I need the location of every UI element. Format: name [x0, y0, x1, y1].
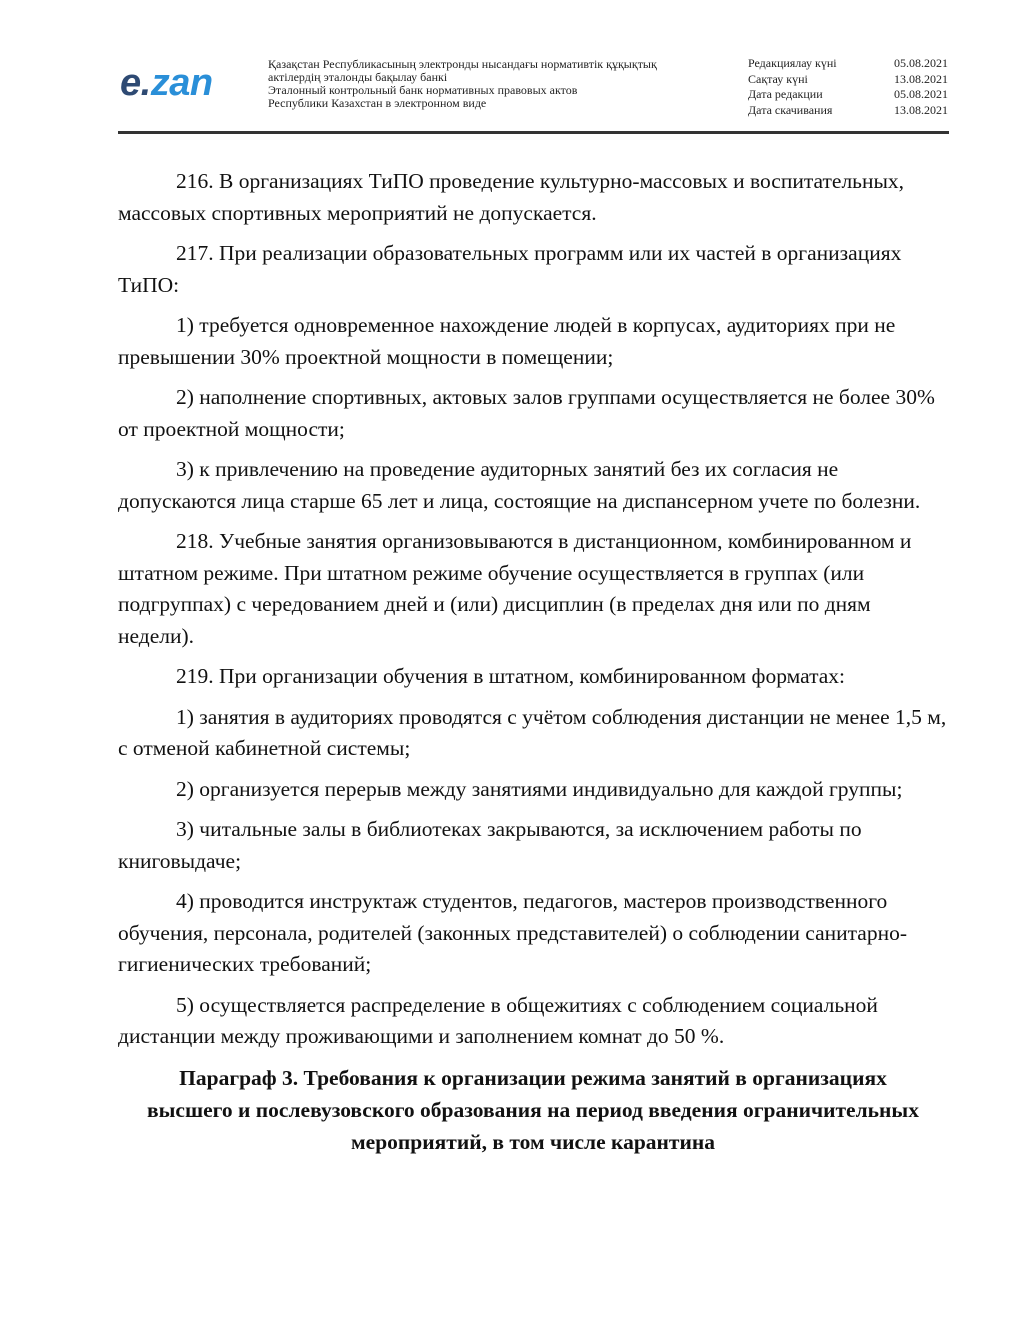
- paragraph: 3) к привлечению на проведение аудиторных занятий без их согласия не допускаются лица старше 65 лет и лица, состоящие на диспансерном учете по болезни.: [118, 457, 921, 513]
- meta-value: 05.08.2021: [894, 56, 948, 70]
- meta-value: 13.08.2021: [894, 102, 948, 117]
- header-line: Қазақстан Республикасының электронды нысандағы нормативтік құқықтық: [268, 57, 657, 71]
- ezan-logo[interactable]: [120, 58, 213, 108]
- paragraph: 217. При реализации образовательных программ или их частей в организациях ТиПО:: [118, 241, 902, 297]
- meta-label: Дата скачивания: [748, 102, 833, 117]
- paragraph: 2) организуется перерыв между занятиями индивидуально для каждой группы;: [176, 776, 903, 801]
- meta-value: 05.08.2021: [894, 87, 948, 101]
- logo-dot: .: [140, 62, 151, 104]
- meta-row: [748, 103, 948, 119]
- logo-part-e: e: [120, 62, 141, 104]
- header-description: [268, 58, 728, 110]
- paragraph: 218. Учебные занятия организовываются в дистанционном, комбинированном и штатном режиме. При штатном режиме обучение осуществляется в группах (или подгруппах) с чередованием дней и (или) дисциплин (в пределах дня или по дням недели).: [118, 529, 912, 648]
- meta-row: [748, 87, 948, 103]
- meta-row: [748, 72, 948, 88]
- page-header: [118, 52, 948, 132]
- header-line: актілердің эталонды бақылау банкі: [268, 70, 448, 84]
- logo-part-zan: zan: [150, 62, 213, 104]
- header-divider: [118, 131, 949, 134]
- paragraph: 3) читальные залы в библиотеках закрываются, за исключением работы по книговыдаче;: [118, 817, 862, 873]
- document-body: [118, 166, 948, 1158]
- paragraph: 1) занятия в аудиториях проводятся с учётом соблюдения дистанции не менее 1,5 м, с отменой кабинетной системы;: [118, 704, 947, 760]
- paragraph: 1) требуется одновременное нахождение людей в корпусах, аудиториях при не превышении 30% проектной мощности в помещении;: [118, 313, 896, 369]
- meta-label: Редакциялау күні: [748, 56, 837, 70]
- meta-label: Дата редакции: [748, 87, 823, 101]
- paragraph: 4) проводится инструктаж студентов, педагогов, мастеров производственного обучения, персонала, родителей (законных представителей) о соблюдении санитарно-гигиенических требований;: [118, 889, 908, 976]
- header-line: Эталонный контрольный банк нормативных правовых актов: [268, 83, 578, 97]
- meta-value: 13.08.2021: [894, 71, 948, 86]
- paragraph: 2) наполнение спортивных, актовых залов группами осуществляется не более 30% от проектной мощности;: [118, 385, 935, 441]
- section-heading: Параграф 3. Требования к организации режима занятий в организациях высшего и послевузовского образования на период введения ограничительных мероприятий, в том числе карантина: [147, 1065, 919, 1154]
- meta-row: [748, 56, 948, 72]
- header-dates: [748, 56, 948, 118]
- paragraph: 5) осуществляется распределение в общежитиях с соблюдением социальной дистанции между проживающими и заполнением комнат до 50 %.: [118, 992, 878, 1048]
- paragraph: 216. В организациях ТиПО проведение культурно-массовых и воспитательных, массовых спортивных мероприятий не допускается.: [118, 169, 905, 225]
- header-line: Республики Казахстан в электронном виде: [268, 96, 487, 110]
- paragraph: 219. При организации обучения в штатном, комбинированном форматах:: [176, 664, 846, 688]
- meta-label: Сақтау күні: [748, 71, 808, 86]
